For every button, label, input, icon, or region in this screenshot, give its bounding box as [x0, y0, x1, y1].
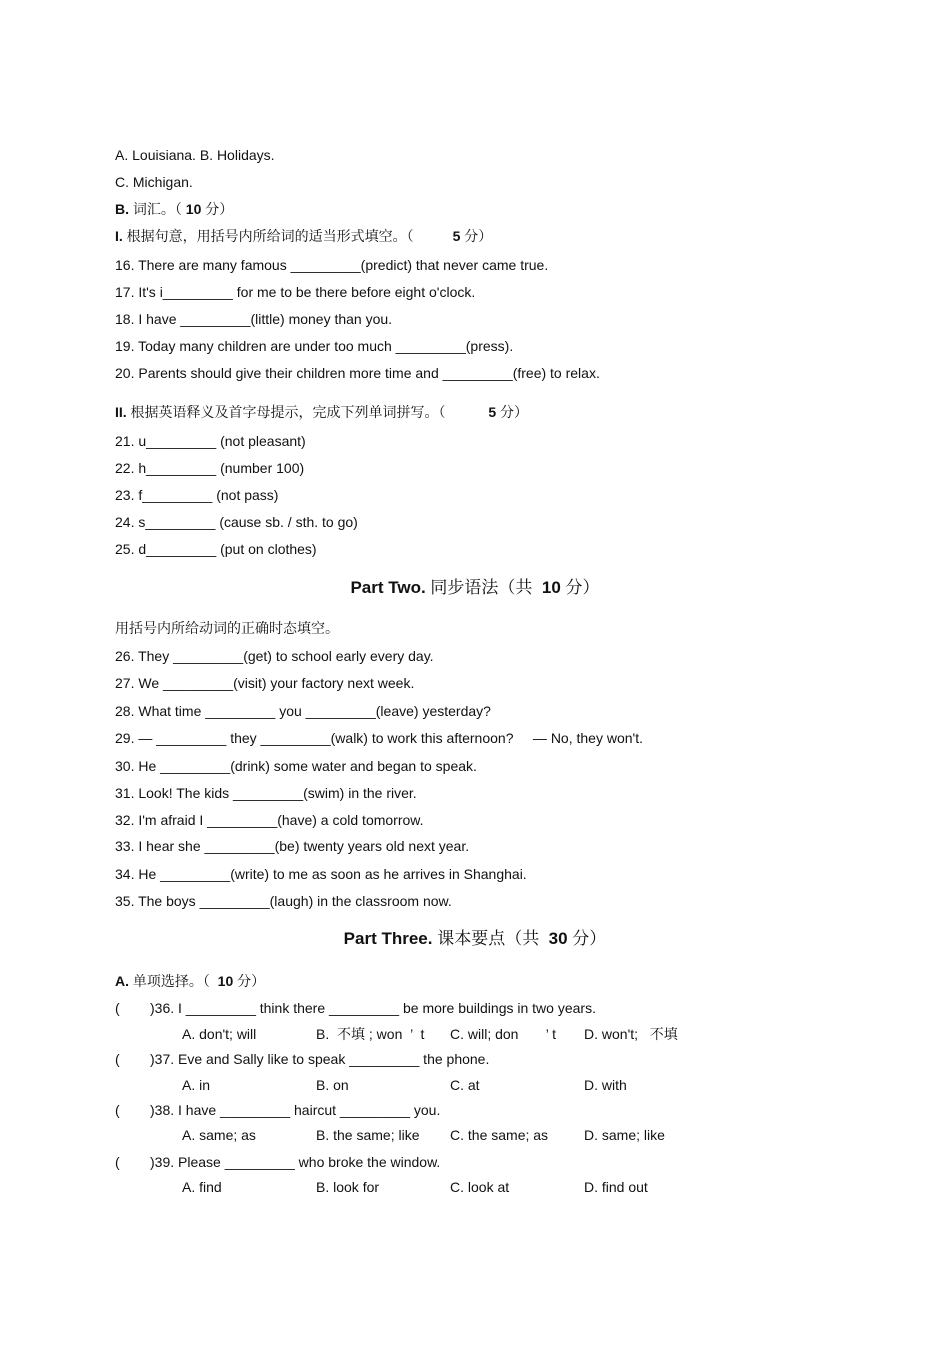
question-line: 21. u_________ (not pleasant) — [115, 433, 306, 449]
option-d: D. find out — [584, 1179, 648, 1195]
question-line: 32. I'm afraid I _________(have) a cold tomorrow. — [115, 812, 424, 828]
option-c: C. the same; as — [450, 1127, 549, 1143]
section-text: 词汇。（ — [129, 201, 186, 217]
part-title-bold: Part Two. — [350, 578, 426, 597]
question-line: 33. I hear she _________(be) twenty years old next year. — [115, 838, 470, 854]
instruction-text: 用括号内所给动词的正确时态填空。 — [115, 620, 339, 636]
section-points: 10 — [217, 973, 234, 989]
option-c: C. at — [450, 1077, 480, 1093]
section-unit: 分） — [201, 201, 234, 217]
question-line: 17. It's i_________ for me to be there before eight o'clock. — [115, 284, 476, 300]
question-line: 28. What time _________ you _________(leave) yesterday? — [115, 703, 491, 719]
section-text: 单项选择。（ — [129, 973, 218, 989]
subsection-heading — [115, 227, 492, 245]
question-line: 16. There are many famous _________(predict) that never came true. — [115, 257, 549, 273]
subsection-heading — [115, 403, 528, 421]
part-title-bold: Part Three. — [343, 929, 433, 948]
question-line: 30. He _________(drink) some water and began to speak. — [115, 758, 477, 774]
question-stem: )38. I have _________ haircut _________ you. — [150, 1102, 441, 1118]
question-line: 35. The boys _________(laugh) in the classroom now. — [115, 893, 452, 909]
part-title-points: 30 — [548, 929, 568, 948]
question-line: 25. d_________ (put on clothes) — [115, 541, 317, 557]
question-line: 31. Look! The kids _________(swim) in the river. — [115, 785, 417, 801]
vocab-section-heading — [115, 200, 233, 218]
question-line: 22. h_________ (number 100) — [115, 460, 305, 476]
question-line: 19. Today many children are under too much _________(press). — [115, 338, 514, 354]
part-title-unit: 分） — [567, 929, 607, 948]
part-three-title — [0, 928, 950, 950]
option-b: B. the same; like — [316, 1127, 420, 1143]
option-a: A. same; as — [182, 1127, 256, 1143]
option-b: B. 不填 ; won ’ t — [316, 1026, 425, 1042]
subsection-text: 根据句意，用括号内所给词的适当形式填空。（ — [122, 228, 453, 244]
question-line: 24. s_________ (cause sb. / sth. to go) — [115, 514, 358, 530]
answer-blank-paren: ( — [115, 1154, 120, 1170]
answer-blank-paren: ( — [115, 1000, 120, 1016]
section-letter: B. — [115, 201, 129, 217]
subsection-unit: 分） — [496, 404, 529, 420]
subsection-text: 根据英语释义及首字母提示，完成下列单词拼写。（ — [126, 404, 489, 420]
answer-blank-paren: ( — [115, 1051, 120, 1067]
subsection-points: 5 — [488, 404, 497, 420]
subsection-unit: 分） — [460, 228, 493, 244]
answer-options-line: A. Louisiana. B. Holidays. — [115, 147, 275, 163]
option-c: C. look at — [450, 1179, 510, 1195]
part-title-points: 10 — [541, 578, 561, 597]
option-d: D. with — [584, 1077, 627, 1093]
question-line: 34. He _________(write) to me as soon as he arrives in Shanghai. — [115, 866, 527, 882]
question-line: 27. We _________(visit) your factory next week. — [115, 675, 415, 691]
option-d: D. same; like — [584, 1127, 665, 1143]
question-line: 20. Parents should give their children more time and _________(free) to relax. — [115, 365, 600, 381]
question-line: 26. They _________(get) to school early every day. — [115, 648, 434, 664]
part-title-unit: 分） — [560, 578, 600, 597]
subsection-letter: I. — [115, 228, 123, 244]
answer-blank-paren: ( — [115, 1102, 120, 1118]
section-letter: A. — [115, 973, 129, 989]
section-heading — [115, 972, 265, 990]
option-a: A. find — [182, 1179, 222, 1195]
section-unit: 分） — [233, 973, 266, 989]
part-title-text: 课本要点（共 — [432, 929, 549, 948]
option-d: D. won't; 不填 — [584, 1026, 678, 1042]
answer-options-line: C. Michigan. — [115, 174, 193, 190]
question-stem: )36. I _________ think there _________ be more buildings in two years. — [150, 1000, 596, 1016]
question-line: 29. — _________ they _________(walk) to work this afternoon? — No, they won't. — [115, 730, 643, 746]
part-title-text: 同步语法（共 — [425, 578, 542, 597]
option-a: A. in — [182, 1077, 211, 1093]
option-b: B. look for — [316, 1179, 380, 1195]
question-stem: )37. Eve and Sally like to speak _________ the phone. — [150, 1051, 490, 1067]
question-stem: )39. Please _________ who broke the window. — [150, 1154, 441, 1170]
subsection-letter: II. — [115, 404, 127, 420]
option-b: B. on — [316, 1077, 349, 1093]
section-points: 10 — [185, 201, 202, 217]
subsection-points: 5 — [452, 228, 461, 244]
question-line: 18. I have _________(little) money than you. — [115, 311, 393, 327]
option-c: C. will; don ’ t — [450, 1026, 557, 1042]
option-a: A. don't; will — [182, 1026, 257, 1042]
part-two-title — [0, 577, 950, 599]
question-line: 23. f_________ (not pass) — [115, 487, 279, 503]
